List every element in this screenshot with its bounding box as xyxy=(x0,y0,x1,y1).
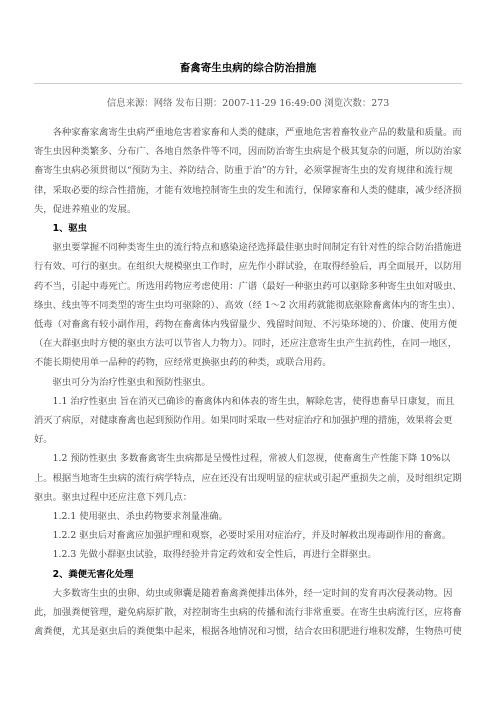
paragraph: 1.2 预防性驱虫 多数畜禽寄生虫病都是呈慢性过程，常被人们忽视，使畜禽生产性能下降 10%以上。根据当地寄生虫病的流行病学特点，应在还没有出现明显的症状或引起严重损失之前，及时组织定期驱虫。驱虫过程中还应注意下列几点： xyxy=(34,453,462,503)
paragraph: 大多数寄生虫的虫卵、幼虫或卵囊是随着畜禽粪便排出体外，经一定时间的发育再次侵袭动物。因此，加强粪便管理，避免病原扩散，对控制寄生虫病的传播和流行非常重要。在寄生虫病流行区，应将畜禽粪便，尤其是驱虫后的粪便集中起来，根据各地情况和习惯，结合农田积肥进行堆积发酵，生物热可使 xyxy=(34,587,462,638)
paragraph: 1.2.3 先做小群驱虫试验，取得经验并肯定药效和安全性后，再进行全群驱虫。 xyxy=(52,549,377,561)
article-meta: 信息来源：网络 发布日期：2007-11-29 16:49:00 浏览次数：273 xyxy=(106,98,390,109)
intro-paragraph: 各种家畜家禽寄生虫病严重地危害着家畜和人类的健康，严重地危害着畜牧业产品的数量和质量。而寄生虫因种类繁多、分布广、各地自然条件等不同，因而防治寄生虫病是个极其复杂的问题，所以防治家畜寄生虫病必须贯彻以“预防为主、养防结合、防重于治”的方针，必须掌握寄生虫的发育规律和流行规律，采取必要的综合性措施，才能有效地控制寄生虫的发生和流行，保障家畜和人类的健康，减少经济损失，促进养殖业的发展。 xyxy=(34,127,462,215)
paragraph: 1.2.2 驱虫后对畜禽应加强护理和观察，必要时采用对症治疗，并及时解救出现毒副作用的畜禽。 xyxy=(52,530,452,542)
paragraph: 1.1 治疗性驱虫 旨在消灭已确诊的畜禽体内和体表的寄生虫，解除危害，使得患畜早日康复，而且消灭了病原，对健康畜禽也起到预防作用。如果同时采取一些对症治疗和加强护理的措施，效果将会更好。 xyxy=(34,395,455,446)
paragraph: 驱虫要掌握不同种类寄生虫的流行特点和感染途径选择最佳驱虫时间制定有针对性的综合防治措施进行有效、可行的驱虫。在组织大规模驱虫工作时，应先作小群试验，在取得经验后，再全面展开，以防用药不当，引起中毒死亡。所选用药物应考虑使用：广谱（最好一种驱虫药可以驱除多种寄生虫如对吸虫、绦虫、线虫等不同类型的寄生虫均可驱除的）、高效（经 1～2 次用药就能彻底驱除畜禽体内的寄生虫）、低毒（对畜禽有较小副作用，药物在畜禽体内残留量少、残留时间短、不污染环境的）、价廉、使用方便（在大群驱虫时方便的驱虫方法可以节省人力物力）。同时，还应注意寄生虫产生抗药性，在同一地区，不能长期使用单一品种的药物，应经常更换驱虫药的种类，或联合用药。 xyxy=(34,242,462,369)
article-body xyxy=(34,123,462,641)
paragraph: 驱虫可分为治疗性驱虫和预防性驱虫。 xyxy=(52,376,211,388)
article-title: 畜禽寄生虫病的综合防治措施 xyxy=(179,62,317,74)
section-heading: 1、驱虫 xyxy=(52,223,87,235)
paragraph: 1.2.1 使用驱虫、杀虫药物要求剂量准确。 xyxy=(52,511,228,523)
section-heading: 2、粪便无害化处理 xyxy=(52,568,134,580)
title-divider xyxy=(34,83,462,84)
